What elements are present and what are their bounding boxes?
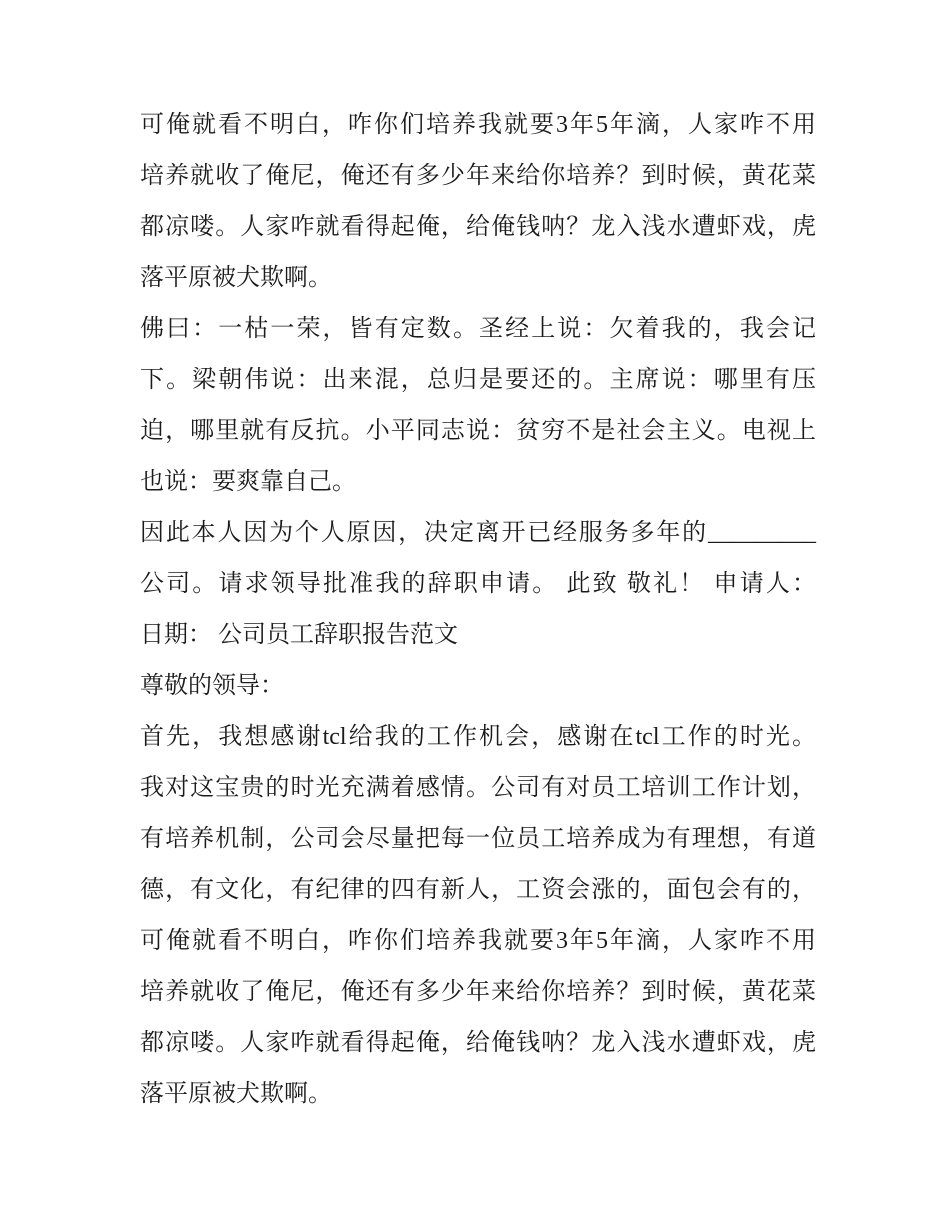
text-line: 落平原被犬欺啊。 xyxy=(140,265,332,291)
text-line: 可俺就看不明白，咋你们培养我就要3年5年滴，人家咋不用 xyxy=(140,112,816,138)
text-line: 培养就收了俺尼，俺还有多少年来给你培养？到时候，黄花菜 xyxy=(140,979,816,1005)
text-line: 首先，我想感谢tcl给我的工作机会，感谢在tcl工作的时光。 xyxy=(140,724,816,750)
text-line: 有培养机制，公司会尽量把每一位员工培养成为有理想，有道 xyxy=(140,826,816,852)
text-line: 也说：要爽靠自己。 xyxy=(140,469,356,495)
text-line: 因此本人因为个人原因，决定离开已经服务多年的_________ xyxy=(140,520,816,546)
text-line: 德，有文化，有纪律的四有新人，工资会涨的，面包会有的， xyxy=(140,877,816,903)
text-line: 公司。请求领导批准我的辞职申请。 此致 敬礼！ 申请人： xyxy=(140,571,816,597)
text-line: 日期： 公司员工辞职报告范文 xyxy=(140,622,458,648)
text-line: 下。梁朝伟说：出来混，总归是要还的。主席说：哪里有压 xyxy=(140,367,816,393)
text-line: 都凉喽。人家咋就看得起俺，给俺钱呐？龙入浅水遭虾戏，虎 xyxy=(140,214,816,240)
text-line: 落平原被犬欺啊。 xyxy=(140,1081,332,1107)
text-line: 迫，哪里就有反抗。小平同志说：贫穷不是社会主义。电视上 xyxy=(140,418,816,444)
document-body xyxy=(140,100,816,1120)
text-line: 我对这宝贵的时光充满着感情。公司有对员工培训工作计划， xyxy=(140,775,816,801)
text-line: 都凉喽。人家咋就看得起俺，给俺钱呐？龙入浅水遭虾戏，虎 xyxy=(140,1030,816,1056)
text-line: 尊敬的领导： xyxy=(140,673,284,699)
text-line: 佛曰：一枯一荣，皆有定数。圣经上说：欠着我的，我会记 xyxy=(140,316,816,342)
text-line: 培养就收了俺尼，俺还有多少年来给你培养？到时候，黄花菜 xyxy=(140,163,816,189)
text-line: 可俺就看不明白，咋你们培养我就要3年5年滴，人家咋不用 xyxy=(140,928,816,954)
